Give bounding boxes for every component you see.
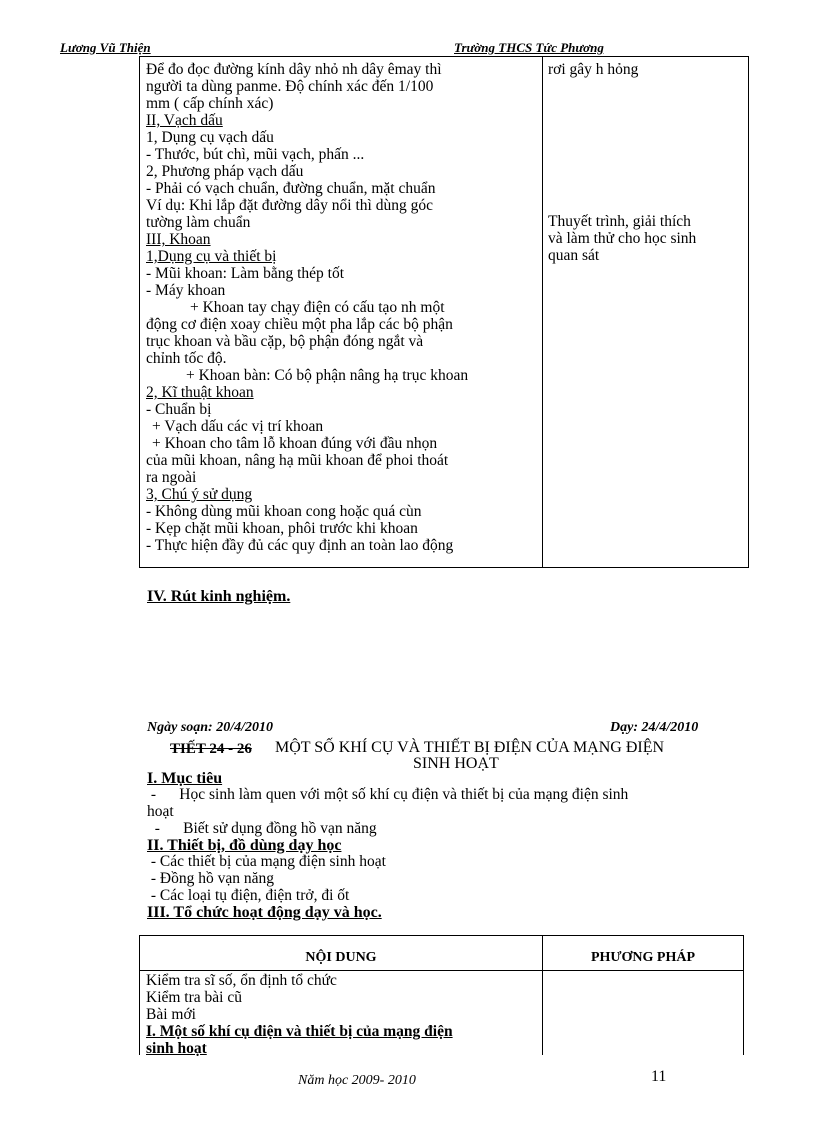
- content-line: của mũi khoan, nâng hạ mũi khoan để phoi thoát: [146, 452, 449, 469]
- table-2-row: Kiểm tra sĩ số, ổn định tổ chức: [146, 972, 337, 989]
- content-line: + Khoan tay chạy điện có cấu tạo nh một: [190, 299, 445, 316]
- equipment-item: - Đồng hồ vạn năng: [147, 870, 274, 887]
- section-heading: III, Khoan: [146, 231, 211, 248]
- objective-item: - Học sinh làm quen với một số khí cụ điện và thiết bị của mạng điện sinh: [147, 786, 629, 803]
- table-2-header-method: PHƯƠNG PHÁP: [590, 950, 696, 965]
- table-2-section-heading: sinh hoạt: [146, 1040, 207, 1057]
- page-number: 11: [651, 1068, 667, 1085]
- table-1-method-cell: [548, 213, 744, 264]
- content-line: động cơ điện xoay chiều một pha lắp các bộ phận: [146, 316, 453, 333]
- teach-date: Dạy: 24/4/2010: [610, 720, 699, 735]
- subsection-heading: 1,Dụng cụ và thiết bị: [146, 248, 277, 265]
- experience-heading: IV. Rút kinh nghiệm.: [147, 588, 291, 605]
- lesson-period: TIẾT 24 - 26: [170, 741, 252, 757]
- content-line: ra ngoài: [146, 469, 197, 486]
- header-author: Lương Vũ Thiện: [60, 40, 151, 55]
- content-line: - Phải có vạch chuẩn, đường chuẩn, mặt chuẩn: [146, 180, 436, 197]
- table-2-row: Bài mới: [146, 1006, 196, 1023]
- content-line: + Khoan cho tâm lỗ khoan đúng với đầu nhọn: [152, 435, 438, 452]
- content-line: 1, Dụng cụ vạch dấu: [146, 129, 274, 146]
- content-line: - Chuẩn bị: [146, 401, 212, 418]
- prep-date: Ngày soạn: 20/4/2010: [147, 720, 273, 735]
- subsection-heading: 3, Chú ý sử dụng: [146, 486, 253, 503]
- table-2-section-heading: I. Một số khí cụ điện và thiết bị của mạng điện: [146, 1023, 453, 1040]
- table-2-row: Kiểm tra bài cũ: [146, 989, 242, 1006]
- subsection-heading: 2, Kĩ thuật khoan: [146, 384, 254, 401]
- method-line: và làm thử cho học sinh: [548, 230, 697, 247]
- content-line: Để đo đọc đường kính dây nhỏ nh dây êmay thì: [146, 61, 442, 78]
- lesson-title-line1: MỘT SỐ KHÍ CỤ VÀ THIẾT BỊ ĐIỆN CỦA MẠNG ĐIỆN: [275, 739, 665, 756]
- method-continued: rơi gây h hỏng: [548, 61, 639, 78]
- activities-heading: III. Tổ chức hoạt động dạy và học.: [147, 904, 382, 921]
- content-line: + Vạch dấu các vị trí khoan: [152, 418, 324, 435]
- content-line: - Thực hiện đầy đủ các quy định an toàn lao động: [146, 537, 454, 554]
- footer-school-year: Năm học 2009- 2010: [298, 1073, 416, 1088]
- content-line: - Kẹp chặt mũi khoan, phôi trước khi khoan: [146, 520, 418, 537]
- content-line: - Mũi khoan: Làm bằng thép tốt: [146, 265, 345, 282]
- content-line: - Thước, bút chì, mũi vạch, phấn ...: [146, 146, 365, 163]
- content-line: trục khoan và bầu cặp, bộ phận đóng ngắt và: [146, 333, 424, 350]
- header-school: Trường THCS Tức Phương: [454, 40, 604, 55]
- objectives-heading: I. Mục tiêu: [147, 770, 223, 787]
- content-line: - Không dùng mũi khoan cong hoặc quá cùn: [146, 503, 422, 520]
- objective-item: - Biết sử dụng đồng hồ vạn năng: [147, 820, 377, 837]
- table-1-content-cell: [146, 61, 536, 554]
- equipment-item: - Các thiết bị của mạng điện sinh hoạt: [147, 853, 386, 870]
- content-line: - Máy khoan: [146, 282, 226, 299]
- objectives-list: [147, 786, 757, 837]
- content-line: tường làm chuẩn: [146, 214, 251, 231]
- content-line: mm ( cấp chính xác): [146, 95, 274, 112]
- table-1-column-divider: [542, 56, 543, 568]
- table-2-header-content: NỘI DUNG: [305, 950, 377, 965]
- objective-item-cont: hoạt: [147, 803, 174, 820]
- equipment-list: [147, 853, 747, 904]
- equipment-item: - Các loại tụ điện, điện trở, đi ốt: [147, 887, 350, 904]
- lesson-title-line2: SINH HOẠT: [413, 755, 499, 772]
- section-heading: II, Vạch dấu: [146, 112, 223, 129]
- table-2-content-cell: [146, 972, 540, 1057]
- content-line: chỉnh tốc độ.: [146, 350, 227, 367]
- content-line: người ta dùng panme. Độ chính xác đến 1/100: [146, 78, 434, 95]
- equipment-heading: II. Thiết bị, đồ dùng dạy học: [147, 837, 342, 854]
- content-line: + Khoan bàn: Có bộ phận nâng hạ trục khoan: [186, 367, 469, 384]
- content-line: 2, Phương pháp vạch dấu: [146, 163, 304, 180]
- content-line: Ví dụ: Khi lắp đặt đường dây nổi thì dùng góc: [146, 197, 433, 214]
- method-line: Thuyết trình, giải thích: [548, 213, 691, 230]
- method-line: quan sát: [548, 247, 600, 264]
